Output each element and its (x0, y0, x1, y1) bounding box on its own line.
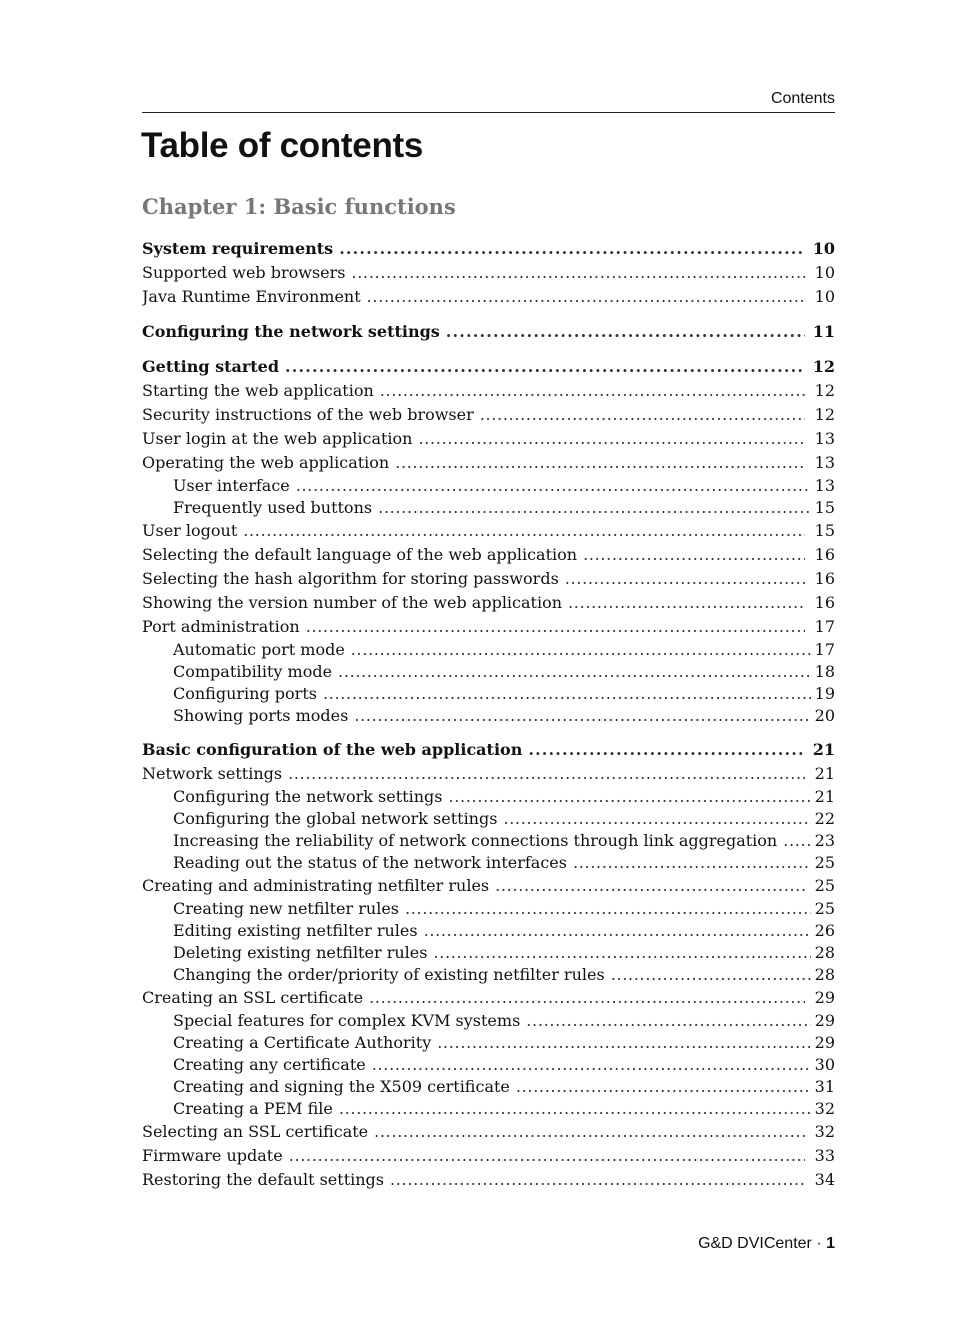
toc-entry-title: Basic configuration of the web application (142, 740, 523, 759)
toc-entry-page: 31 (814, 1077, 835, 1096)
dot-leader (378, 497, 811, 519)
dot-leader (395, 451, 805, 475)
toc-entry-page: 26 (814, 921, 835, 940)
dot-leader (339, 237, 805, 261)
toc-entry-title: Deleting existing netfilter rules (173, 943, 428, 962)
toc-entry-page: 25 (814, 853, 835, 872)
toc-entry-title: User interface (173, 476, 290, 495)
toc-subentry[interactable] (142, 1032, 835, 1054)
toc-entry[interactable] (142, 874, 835, 898)
toc-entry-title: Creating new netfilter rules (173, 899, 400, 918)
toc-entry-title: Increasing the reliability of network connections through link aggregation (173, 831, 778, 850)
dot-leader (352, 261, 805, 285)
dot-leader (446, 320, 805, 344)
toc-entry-title: Creating an SSL certificate (142, 988, 364, 1007)
toc-entry[interactable] (142, 567, 835, 591)
dot-leader (339, 1098, 811, 1120)
toc-entry-title: Configuring the global network settings (173, 809, 498, 828)
toc-entry[interactable] (142, 591, 835, 615)
toc-entry-page: 30 (814, 1055, 835, 1074)
toc-entry-page: 32 (814, 1099, 835, 1118)
table-of-contents (142, 237, 835, 1192)
dot-leader (433, 942, 811, 964)
toc-entry-title: Getting started (142, 357, 280, 376)
dot-leader (503, 808, 811, 830)
toc-entry-page: 21 (814, 764, 835, 783)
toc-entry-title: System requirements (142, 239, 334, 258)
toc-entry[interactable] (142, 427, 835, 451)
toc-entry-page: 22 (814, 809, 835, 828)
toc-entry-title: Port administration (142, 617, 300, 636)
toc-entry-page: 21 (814, 787, 835, 806)
toc-entry-page: 11 (812, 322, 835, 341)
running-header: Contents (770, 90, 835, 107)
dot-leader (338, 661, 811, 683)
toc-subentry[interactable] (142, 705, 835, 727)
toc-entry-title: Editing existing netfilter rules (173, 921, 418, 940)
dot-leader (568, 591, 805, 615)
toc-entry-title: User login at the web application (142, 429, 413, 448)
toc-entry-title: Creating and administrating netfilter rules (142, 876, 490, 895)
dot-leader (374, 1120, 805, 1144)
toc-subentry[interactable] (142, 475, 835, 497)
toc-entry-title: Configuring ports (173, 684, 317, 703)
toc-entry-page: 15 (814, 521, 835, 540)
dot-leader (354, 705, 811, 727)
toc-entry-page: 16 (814, 569, 835, 588)
dot-leader (367, 285, 805, 309)
toc-subentry[interactable] (142, 683, 835, 705)
toc-entry-page: 10 (812, 239, 835, 258)
toc-entry-title: Creating a Certificate Authority (173, 1033, 432, 1052)
toc-entry-page: 10 (814, 287, 835, 306)
toc-entry[interactable] (142, 543, 835, 567)
toc-subentry[interactable] (142, 661, 835, 683)
toc-subentry[interactable] (142, 1054, 835, 1076)
dot-leader (405, 898, 811, 920)
dot-leader (369, 986, 805, 1010)
toc-entry-title: Operating the web application (142, 453, 390, 472)
toc-entry-title: Showing the version number of the web application (142, 593, 563, 612)
toc-entry-page: 16 (814, 593, 835, 612)
chapter-heading: Chapter 1: Basic functions (142, 194, 456, 219)
toc-entry-page: 17 (814, 640, 835, 659)
toc-entry[interactable] (142, 762, 835, 786)
dot-leader (390, 1168, 805, 1192)
toc-entry-page: 28 (814, 943, 835, 962)
toc-entry-page: 15 (814, 498, 835, 517)
toc-entry-page: 21 (812, 740, 835, 759)
toc-entry-title: Starting the web application (142, 381, 374, 400)
toc-entry-page: 29 (814, 1033, 835, 1052)
page-title: Table of contents (141, 126, 424, 165)
toc-entry-title: Frequently used buttons (173, 498, 373, 517)
toc-entry-title: Java Runtime Environment (142, 287, 361, 306)
toc-entry-page: 16 (814, 545, 835, 564)
dot-leader (528, 738, 805, 762)
footer-page-number: 1 (826, 1235, 835, 1252)
toc-entry[interactable] (142, 451, 835, 475)
toc-subentry[interactable] (142, 497, 835, 519)
toc-entry-page: 19 (814, 684, 835, 703)
toc-subentry[interactable] (142, 786, 835, 808)
dot-leader (289, 1144, 805, 1168)
toc-subentry[interactable] (142, 1098, 835, 1120)
toc-entry-page: 18 (814, 662, 835, 681)
toc-entry-title: Changing the order/priority of existing netfilter rules (173, 965, 605, 984)
toc-entry-title: Showing ports modes (173, 706, 349, 725)
toc-entry-title: Creating and signing the X509 certificate (173, 1077, 510, 1096)
header-rule (142, 112, 835, 113)
toc-entry-page: 13 (814, 476, 835, 495)
toc-subentry[interactable] (142, 852, 835, 874)
toc-subentry[interactable] (142, 830, 835, 852)
dot-leader (372, 1054, 811, 1076)
footer-product: G&D DVICenter · (698, 1235, 827, 1252)
dot-leader (516, 1076, 811, 1098)
toc-entry[interactable] (142, 285, 835, 309)
toc-entry[interactable] (142, 519, 835, 543)
page-footer (142, 1235, 835, 1253)
toc-subentry[interactable] (142, 639, 835, 661)
dot-leader (243, 519, 805, 543)
toc-entry-page: 32 (814, 1122, 835, 1141)
toc-entry-title: Selecting the default language of the web application (142, 545, 578, 564)
toc-entry-title: Compatibility mode (173, 662, 333, 681)
toc-subentry[interactable] (142, 1076, 835, 1098)
dot-leader (583, 543, 805, 567)
dot-leader (783, 830, 811, 852)
toc-entry-title: Security instructions of the web browser (142, 405, 474, 424)
dot-leader (565, 567, 805, 591)
dot-leader (288, 762, 805, 786)
toc-entry-page: 25 (814, 899, 835, 918)
toc-entry-title: Creating a PEM file (173, 1099, 333, 1118)
toc-entry-page: 17 (814, 617, 835, 636)
toc-entry-title: Selecting the hash algorithm for storing passwords (142, 569, 559, 588)
toc-entry[interactable] (142, 379, 835, 403)
toc-entry-title: Supported web browsers (142, 263, 346, 282)
toc-entry[interactable] (142, 1120, 835, 1144)
toc-entry-title: Special features for complex KVM systems (173, 1011, 521, 1030)
dot-leader (285, 355, 805, 379)
dot-leader (526, 1010, 811, 1032)
toc-entry-page: 34 (814, 1170, 835, 1189)
toc-subentry[interactable] (142, 964, 835, 986)
toc-subentry[interactable] (142, 898, 835, 920)
dot-leader (296, 475, 811, 497)
toc-entry-page: 28 (814, 965, 835, 984)
toc-subentry[interactable] (142, 808, 835, 830)
toc-entry[interactable] (142, 320, 835, 344)
toc-entry[interactable] (142, 237, 835, 261)
toc-entry[interactable] (142, 986, 835, 1010)
dot-leader (418, 427, 805, 451)
toc-entry-title: Creating any certificate (173, 1055, 366, 1074)
toc-subentry[interactable] (142, 1010, 835, 1032)
toc-entry-page: 29 (814, 988, 835, 1007)
toc-entry-page: 10 (814, 263, 835, 282)
dot-leader (437, 1032, 811, 1054)
toc-entry-title: Configuring the network settings (173, 787, 443, 806)
dot-leader (573, 852, 811, 874)
toc-entry-title: User logout (142, 521, 238, 540)
toc-entry-page: 33 (814, 1146, 835, 1165)
toc-subentry[interactable] (142, 942, 835, 964)
toc-entry-title: Configuring the network settings (142, 322, 440, 341)
toc-entry-title: Selecting an SSL certificate (142, 1122, 369, 1141)
toc-entry-page: 25 (814, 876, 835, 895)
toc-subentry[interactable] (142, 920, 835, 942)
dot-leader (480, 403, 805, 427)
toc-entry-page: 20 (814, 706, 835, 725)
toc-entry[interactable] (142, 261, 835, 285)
dot-leader (323, 683, 811, 705)
dot-leader (448, 786, 811, 808)
dot-leader (611, 964, 811, 986)
toc-entry-page: 12 (814, 405, 835, 424)
toc-entry[interactable] (142, 1168, 835, 1192)
toc-entry-page: 12 (814, 381, 835, 400)
dot-leader (424, 920, 811, 942)
toc-entry[interactable] (142, 403, 835, 427)
toc-entry-title: Reading out the status of the network interfaces (173, 853, 567, 872)
dot-leader (380, 379, 805, 403)
toc-entry-title: Restoring the default settings (142, 1170, 384, 1189)
dot-leader (306, 615, 805, 639)
toc-entry[interactable] (142, 738, 835, 762)
toc-entry[interactable] (142, 355, 835, 379)
toc-entry-page: 23 (814, 831, 835, 850)
toc-entry-title: Automatic port mode (173, 640, 345, 659)
toc-entry-page: 29 (814, 1011, 835, 1030)
toc-entry-title: Firmware update (142, 1146, 283, 1165)
toc-entry-page: 12 (812, 357, 835, 376)
dot-leader (351, 639, 811, 661)
toc-entry-title: Network settings (142, 764, 283, 783)
dot-leader (495, 874, 805, 898)
toc-entry[interactable] (142, 615, 835, 639)
toc-entry-page: 13 (814, 453, 835, 472)
toc-entry[interactable] (142, 1144, 835, 1168)
toc-entry-page: 13 (814, 429, 835, 448)
